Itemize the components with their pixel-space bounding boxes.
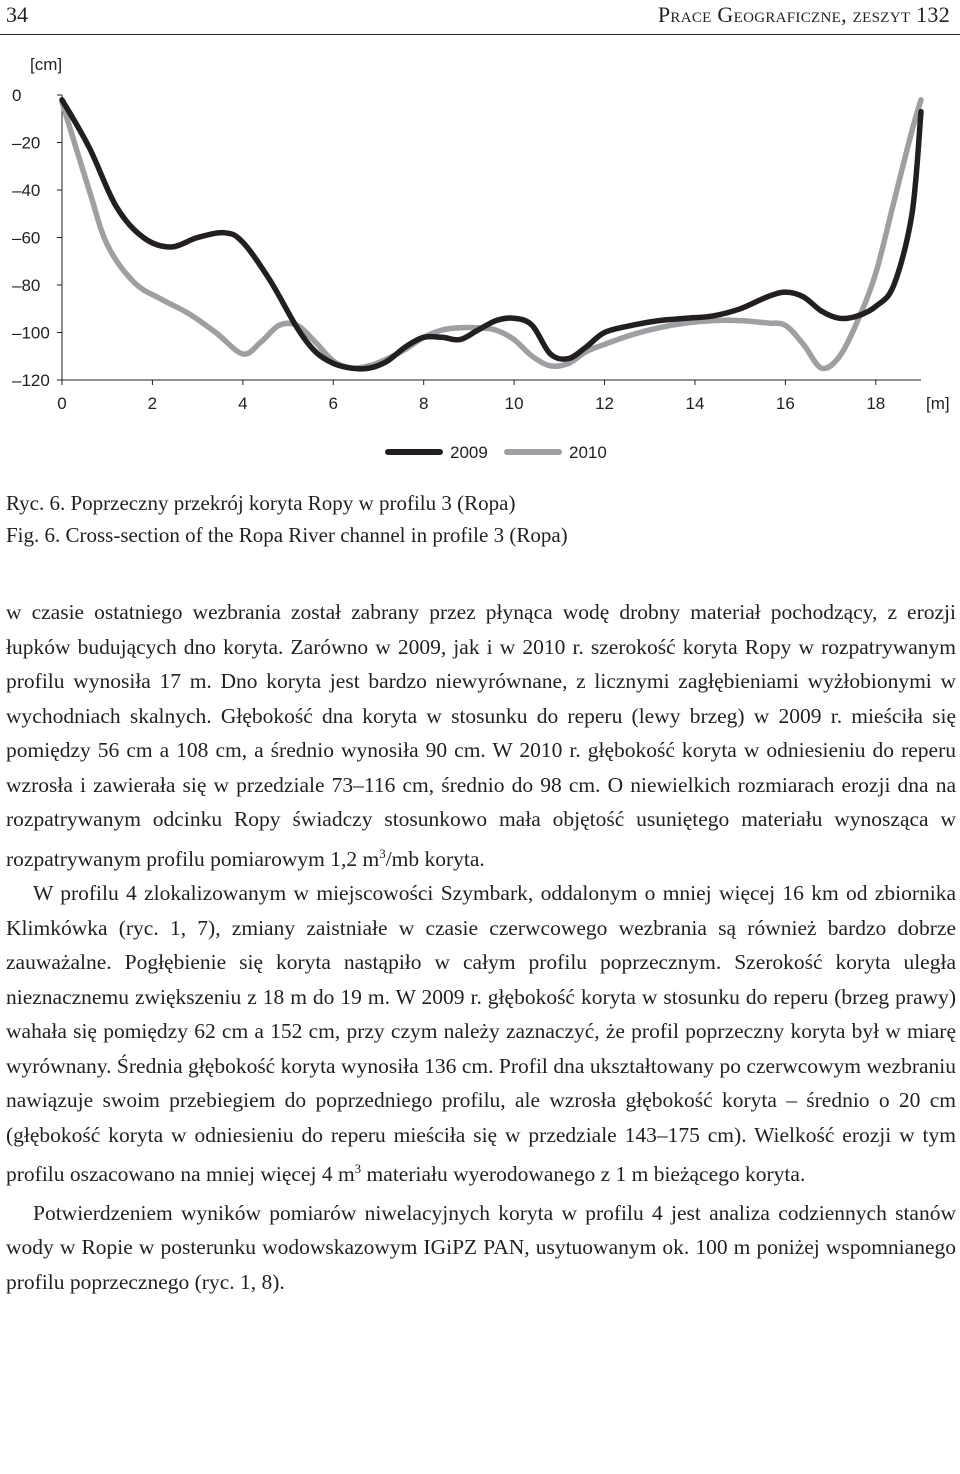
legend-label: 2010 — [569, 443, 607, 462]
y-tick-label: –60 — [12, 228, 41, 248]
paragraph-1-text: w czasie ostatniego wezbrania został zabrany przez płynąca wodę drobny materiał pochodzący, z erozji łupków budujących dno koryta. Zarówno w 2009, jak i w 2010 r. szerokość koryta Ropy w rozpatrywanym profilu wynosiła 17 m. Dno koryta jest bardzo niewyrównane, z licznymi zagłębieniami wyżłobionymi w wychodniach skalnych. Głębokość dna koryta w stosunku do reperu (lewy brzeg) w 2009 r. mieściła się pomiędzy 56 cm a 108 cm, a średnio wynosiła 90 cm. W 2010 r. głębokość koryta w odniesieniu do reperu wzrosła i zawierała się w przedziale 73–116 cm, średnio do 98 cm. O niewielkich rozmiarach erozji dna na rozpatrywanym odcinku Ropy świadczy stosunkowo mała objętość usuniętego materiału wynosząca w rozpatrywanym profilu pomiarowym 1,2 m — [6, 600, 956, 871]
x-tick-label: 12 — [595, 394, 614, 413]
y-tick-label: 0 — [12, 86, 22, 105]
paragraph-3: Potwierdzeniem wyników pomiarów niwelacyjnych koryta w profilu 4 jest analiza codziennych stanów wody w Ropie w posterunku wodowskazowym IGiPZ PAN, usytuowanym ok. 100 m poniżej wspomnianego profilu poprzecznego (ryc. 1, 8). — [6, 1200, 956, 1294]
paragraph-2-text: W profilu 4 zlokalizowanym w miejscowości Szymbark, oddalonym o mniej więcej 16 km od zbiornika Klimkówka (ryc. 1, 7), zmiany zaistniałe w czasie czerwcowego wezbrania są również bardzo dobrze zauważalne. Pogłębienie się koryta nastąpiło w całym profilu poprzecznym. Szerokość koryta uległa nieznacznemu zwiększeniu z 18 m do 19 m. W 2009 r. głębokość koryta w stosunku do reperu (brzeg prawy) wahała się pomiędzy 62 cm a 152 cm, przy czym należy zaznaczyć, że profil poprzeczny koryta był w miarę wyrównany. Średnia głębokość koryta wynosiła 136 cm. Profil dna ukształtowany po czerwcowym wezbraniu nawiązuje swoim przebiegiem do poprzedniego profilu, ale wzrosła głębokość koryta – średnio o 20 cm (głębokość koryta w odniesieniu do reperu mieściła się w przedziale 143–175 cm). Wielkość erozji w tym profilu oszacowano na mniej więcej 4 m — [6, 881, 956, 1187]
running-title: Prace Geograficzne, zeszyt 132 — [657, 2, 950, 27]
y-unit-label: [cm] — [30, 55, 63, 74]
caption-polish: Ryc. 6. Poprzeczny przekrój koryta Ropy w profilu 3 (Ropa) — [6, 491, 516, 515]
x-tick-label: 10 — [504, 394, 524, 413]
paragraph-2 — [6, 876, 956, 1192]
superscript: 3 — [379, 845, 386, 861]
paragraph-1 — [6, 595, 956, 876]
legend-label: 2009 — [450, 443, 488, 462]
figure-captions — [6, 487, 946, 551]
x-tick-label: 16 — [775, 394, 795, 413]
series-line-2010 — [62, 100, 921, 369]
superscript: 3 — [354, 1161, 362, 1177]
y-tick-label: –20 — [12, 133, 41, 153]
page-header — [0, 0, 960, 35]
x-tick-label: 14 — [685, 394, 705, 413]
paragraph-1-end: /mb koryta. — [385, 846, 485, 871]
paragraph-2-end: materiału wyerodowanego z 1 m bieżącego koryta. — [361, 1162, 806, 1187]
x-tick-label: 4 — [238, 394, 248, 413]
page-number: 34 — [6, 2, 28, 27]
x-tick-label: 18 — [866, 394, 886, 413]
y-tick-label: –100 — [12, 323, 50, 343]
x-unit-label: [m] — [926, 394, 950, 413]
x-tick-label: 0 — [57, 394, 67, 413]
y-tick-label: –80 — [12, 276, 41, 295]
body-text — [6, 595, 956, 1299]
y-tick-label: –40 — [12, 181, 41, 200]
x-tick-label: 8 — [418, 394, 429, 413]
caption-english: Fig. 6. Cross-section of the Ropa River channel in profile 3 (Ropa) — [6, 523, 568, 547]
y-tick-label: –120 — [12, 371, 50, 390]
x-tick-label: 2 — [147, 394, 158, 413]
x-tick-label: 6 — [328, 394, 338, 413]
cross-section-chart — [0, 40, 960, 470]
